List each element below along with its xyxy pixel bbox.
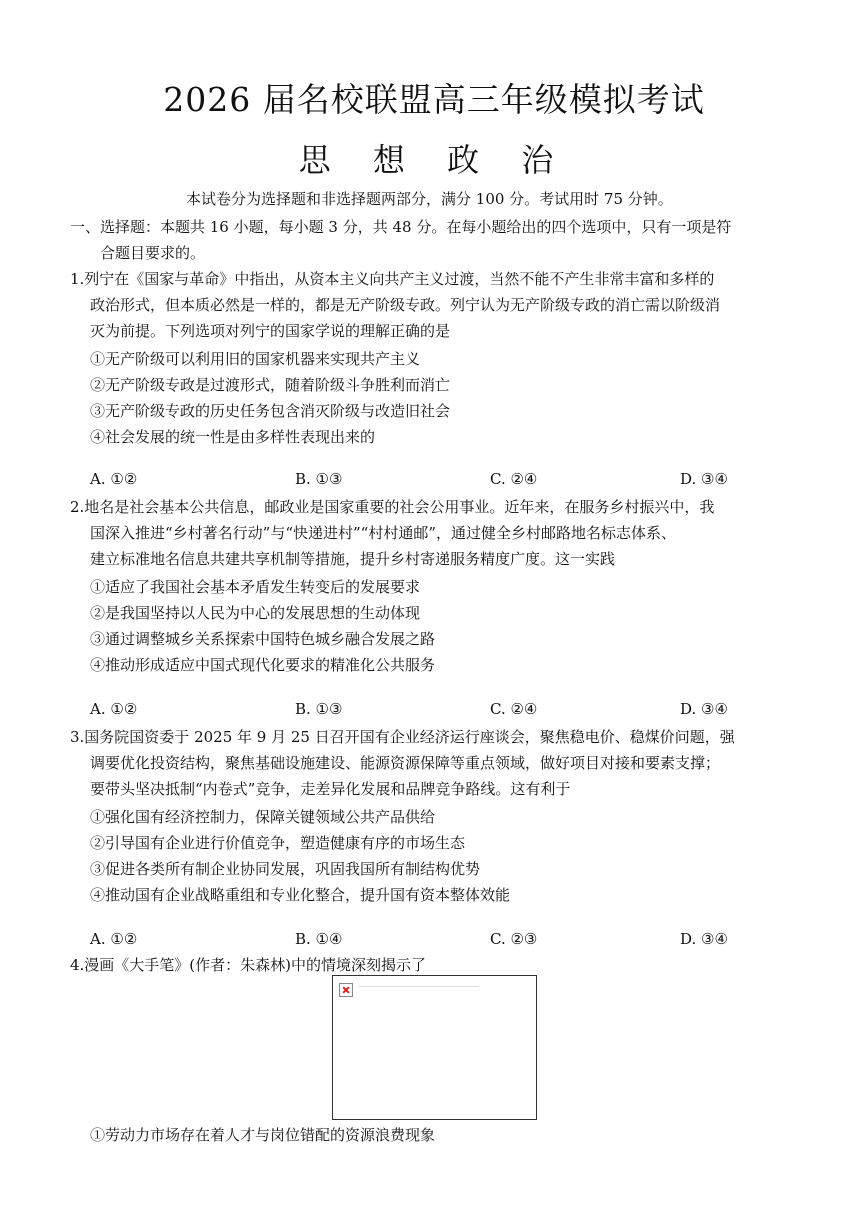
statement-list <box>70 346 810 450</box>
choice-d[interactable]: D. ③④ <box>680 700 728 718</box>
statement-item: ③无产阶级专政的历史任务包含消灭阶级与改造旧社会 <box>90 402 451 420</box>
question-2 <box>70 494 810 678</box>
statement-item: ①适应了我国社会基本矛盾发生转变后的发展要求 <box>90 578 421 596</box>
image-alt-line <box>359 986 479 987</box>
section-line: 合题目要求的。 <box>100 244 206 262</box>
choice-d[interactable]: D. ③④ <box>680 470 728 488</box>
choice-b[interactable]: B. ①③ <box>295 470 343 488</box>
comic-image-placeholder <box>332 975 537 1120</box>
question-stem-line: 1.列宁在《国家与革命》中指出，从资本主义向共产主义过渡，当然不能不产生非常丰富和多样的 <box>70 270 715 288</box>
question-1 <box>70 266 810 450</box>
exam-note: 本试卷分为选择题和非选择题两部分，满分 100 分。考试用时 75 分钟。 <box>186 190 673 208</box>
choice-a[interactable]: A. ①② <box>90 930 138 948</box>
question-stem-line: 4.漫画《大手笔》(作者：朱森林)中的情境深刻揭示了 <box>70 956 427 974</box>
question-stem-line: 2.地名是社会基本公共信息，邮政业是国家重要的社会公用事业。近年来，在服务乡村振兴中，我 <box>70 498 715 516</box>
statement-item: ④社会发展的统一性是由多样性表现出来的 <box>90 428 376 446</box>
statement-item: ④推动形成适应中国式现代化要求的精准化公共服务 <box>90 656 436 674</box>
section-line: 一、选择题：本题共 16 小题，每小题 3 分，共 48 分。在每小题给出的四个选项中，只有一项是符 <box>70 218 732 236</box>
choice-a[interactable]: A. ①② <box>90 470 138 488</box>
choice-c[interactable]: C. ②③ <box>490 930 538 948</box>
statement-list <box>70 804 810 908</box>
statement-item: ③促进各类所有制企业协同发展，巩固我国所有制结构优势 <box>90 860 481 878</box>
question-stem-line: 调要优化投资结构，聚焦基础设施建设、能源资源保障等重点领域，做好项目对接和要素支撑； <box>90 754 721 772</box>
statement-item: ③通过调整城乡关系探索中国特色城乡融合发展之路 <box>90 630 436 648</box>
statement-item: ①无产阶级可以利用旧的国家机器来实现共产主义 <box>90 350 421 368</box>
choice-c[interactable]: C. ②④ <box>490 700 538 718</box>
choice-b[interactable]: B. ①④ <box>295 930 343 948</box>
question-stem-line: 建立标准地名信息共建共享机制等措施，提升乡村寄递服务精度广度。这一实践 <box>90 550 616 568</box>
statement-item: ②是我国坚持以人民为中心的发展思想的生动体现 <box>90 604 421 622</box>
question-stem-line: 要带头坚决抵制“内卷式”竞争，走差异化发展和品牌竞争路线。这有利于 <box>90 780 571 798</box>
question-stem-line: 政治形式，但本质必然是一样的，都是无产阶级专政。列宁认为无产阶级专政的消亡需以阶级消 <box>90 296 721 314</box>
question-3 <box>70 724 810 908</box>
choice-b[interactable]: B. ①③ <box>295 700 343 718</box>
question-stem-line: 灭为前提。下列选项对列宁的国家学说的理解正确的是 <box>90 322 451 340</box>
section-header <box>70 214 810 266</box>
statement-item: ①强化国有经济控制力，保障关键领域公共产品供给 <box>90 808 436 826</box>
question-stem-line: 3.国务院国资委于 2025 年 9 月 25 日召开国有企业经济运行座谈会，聚焦稳电价、稳煤价问题，强 <box>70 728 735 746</box>
statement-item: ②无产阶级专政是过渡形式，随着阶级斗争胜利而消亡 <box>90 376 451 394</box>
exam-title: 2026 届名校联盟高三年级模拟考试 <box>163 80 705 119</box>
statement-list <box>70 574 810 678</box>
choice-a[interactable]: A. ①② <box>90 700 138 718</box>
statement-item: ①劳动力市场存在着人才与岗位错配的资源浪费现象 <box>90 1126 436 1144</box>
statement-item: ②引导国有企业进行价值竞争，塑造健康有序的市场生态 <box>90 834 466 852</box>
question-stem-line: 国深入推进“乡村著名行动”与“快递进村”“村村通邮”，通过健全乡村邮路地名标志体系、 <box>90 524 677 542</box>
choice-d[interactable]: D. ③④ <box>680 930 728 948</box>
broken-image-icon <box>339 983 353 997</box>
choice-c[interactable]: C. ②④ <box>490 470 538 488</box>
subject-title: 思 想 政 治 <box>298 141 570 179</box>
statement-item: ④推动国有企业战略重组和专业化整合，提升国有资本整体效能 <box>90 886 511 904</box>
